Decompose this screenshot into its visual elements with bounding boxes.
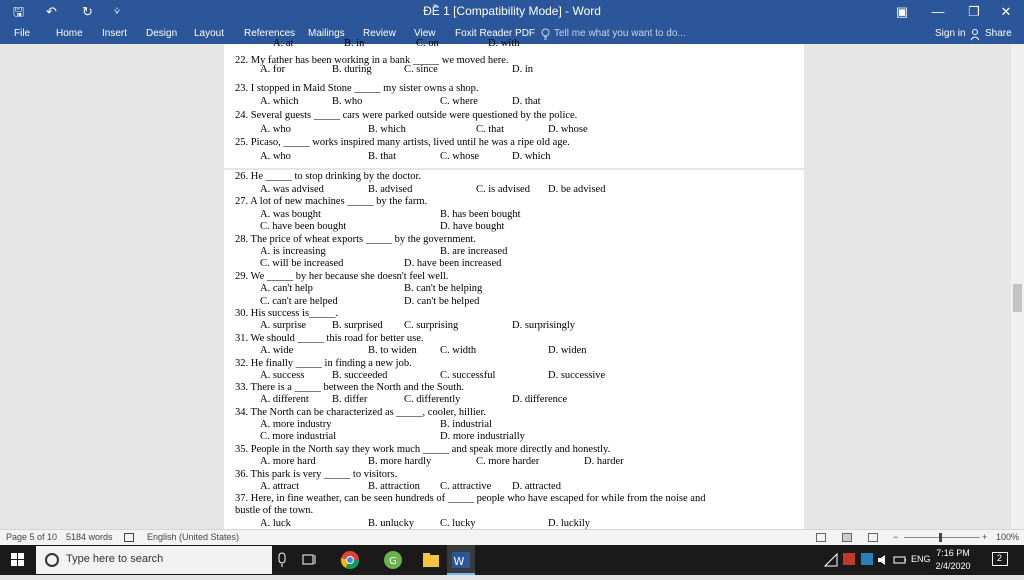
answer-option: B. has been bought	[440, 209, 521, 220]
answer-option: D. have bought	[440, 221, 505, 232]
answer-option: A. which	[260, 96, 299, 107]
tab-foxit-reader-pdf[interactable]: Foxit Reader PDF	[455, 28, 536, 39]
answer-option: D. more industrially	[440, 431, 525, 442]
notification-count: 2	[997, 553, 1003, 563]
redo-icon[interactable]: ↻	[82, 4, 93, 19]
answer-option: D. attracted	[512, 481, 561, 492]
question-stem: 22. My father has been working in a bank _____ we moved here.	[235, 55, 509, 66]
answer-option: B. that	[368, 151, 396, 162]
close-button[interactable]: ✕	[1000, 4, 1012, 19]
answer-option: B. unlucky	[368, 518, 415, 529]
document-page[interactable]	[224, 38, 804, 529]
answer-option: D. can't be helped	[404, 296, 480, 307]
answer-option: A. for	[260, 64, 286, 75]
question-stem: 30. His success is_____.	[235, 308, 338, 319]
tab-home[interactable]: Home	[56, 28, 83, 39]
answer-option: B. surprised	[332, 320, 383, 331]
app-icon[interactable]	[383, 550, 403, 570]
svg-text:W: W	[453, 555, 465, 568]
sign-in-link[interactable]: Sign in	[935, 28, 966, 39]
question-stem: 35. People in the North say they work much _____ and speak more directly and honestly.	[235, 444, 611, 455]
clock-date: 2/4/2020	[935, 561, 971, 571]
answer-option: C. surprising	[404, 320, 459, 331]
question-stem: 37. Here, in fine weather, can be seen hundreds of _____ people who have escaped for while from the noise and	[235, 493, 706, 504]
answer-option: B. succeeded	[332, 370, 388, 381]
question-stem: 28. The price of wheat exports _____ by the government.	[235, 234, 476, 245]
answer-option: B. to widen	[368, 345, 417, 356]
zoom-slider[interactable]	[904, 537, 980, 538]
share-button[interactable]: Share	[985, 28, 1012, 39]
save-icon[interactable]: 🖫	[13, 4, 25, 19]
undo-icon[interactable]: ↶	[46, 4, 57, 19]
question-stem: 25. Picaso, _____ works inspired many artists, lived until he was a ripe old age.	[235, 137, 570, 148]
task-view-icon[interactable]	[300, 550, 320, 570]
zoom-in-button[interactable]: +	[982, 532, 988, 542]
action-center-icon[interactable]	[992, 552, 1008, 566]
windows-logo-icon	[0, 545, 36, 575]
start-button[interactable]	[0, 545, 36, 575]
answer-option: D. whose	[548, 124, 588, 135]
question-stem: 24. Several guests _____ cars were parked outside were questioned by the police.	[235, 110, 578, 121]
page-count[interactable]: Page 5 of 10	[6, 532, 58, 542]
answer-option: A. who	[260, 124, 291, 135]
answer-option: B. differ	[332, 394, 368, 405]
question-stem: 26. He _____ to stop drinking by the doctor.	[235, 171, 422, 182]
cortana-icon	[45, 553, 59, 567]
question-stem: 33. There is a _____ between the North and the South.	[235, 382, 465, 393]
minimize-button[interactable]: —	[931, 4, 945, 19]
answer-option: D. have been increased	[404, 258, 502, 269]
word-count[interactable]: 5184 words	[66, 532, 113, 542]
question-stem: 23. I stopped in Maid Stone _____ my sister owns a shop.	[235, 83, 479, 94]
person-icon	[970, 29, 980, 40]
explorer-icon[interactable]	[421, 550, 441, 570]
question-stem: 27. A lot of new machines _____ by the farm.	[235, 196, 428, 207]
read-mode-icon[interactable]	[816, 533, 826, 542]
answer-option: A. is increasing	[260, 246, 326, 257]
answer-option: A. was bought	[260, 209, 321, 220]
answer-option: D. that	[512, 96, 541, 107]
answer-option: A. attract	[260, 481, 300, 492]
svg-text:G: G	[389, 556, 397, 567]
answer-option: D. which	[512, 151, 551, 162]
answer-option: B. can't be helping	[404, 283, 483, 294]
answer-option: D. difference	[512, 394, 568, 405]
tab-mailings[interactable]: Mailings	[308, 28, 345, 39]
web-layout-icon[interactable]	[868, 533, 878, 542]
answer-option: A. different	[260, 394, 309, 405]
answer-option: B. industrial	[440, 419, 492, 430]
answer-option: B. advised	[368, 184, 413, 195]
language-indicator[interactable]: English (United States)	[147, 532, 240, 542]
option-text: A. at	[273, 38, 294, 49]
answer-option: B. are increased	[440, 246, 508, 257]
microphone-icon[interactable]	[272, 550, 292, 570]
clock-time: 7:16 PM	[936, 548, 970, 558]
answer-option: A. more hard	[260, 456, 316, 467]
answer-option: D. harder	[584, 456, 624, 467]
answer-option: D. luckily	[548, 518, 590, 529]
zoom-level[interactable]: 100%	[996, 532, 1020, 542]
tab-file[interactable]: File	[14, 28, 31, 39]
answer-option: C. more industrial	[260, 431, 337, 442]
window-title: ĐỀ 1 [Compatibility Mode] - Word	[423, 4, 601, 18]
title-bar	[0, 0, 1024, 24]
battery-icon[interactable]	[893, 554, 913, 574]
answer-option: C. lucky	[440, 518, 476, 529]
answer-option: C. will be increased	[260, 258, 344, 269]
answer-option: B. during	[332, 64, 372, 75]
answer-option: C. that	[476, 124, 504, 135]
answer-option: A. who	[260, 151, 291, 162]
search-placeholder: Type here to search	[66, 553, 164, 565]
answer-option: C. whose	[440, 151, 480, 162]
question-stem: 32. He finally _____ in finding a new job.	[235, 358, 412, 369]
answer-option: D. in	[512, 64, 533, 75]
answer-option: C. can't are helped	[260, 296, 338, 307]
network-icon[interactable]	[824, 553, 844, 573]
question-stem-continued: bustle of the town.	[235, 505, 314, 516]
input-language[interactable]: ENG	[911, 554, 931, 564]
answer-option: C. successful	[440, 370, 496, 381]
answer-option: C. is advised	[476, 184, 530, 195]
answer-option: B. attraction	[368, 481, 420, 492]
question-stem: 34. The North can be characterized as _____, cooler, hillier.	[235, 407, 486, 418]
page-break	[224, 168, 804, 170]
answer-option: A. success	[260, 370, 305, 381]
answer-option: C. where	[440, 96, 478, 107]
status-bar	[0, 529, 1024, 545]
ribbon-display-options-button[interactable]: ▣	[895, 4, 909, 19]
tab-insert[interactable]: Insert	[102, 28, 128, 39]
tab-view[interactable]: View	[414, 28, 436, 39]
answer-option: A. can't help	[260, 283, 313, 294]
clock[interactable]	[930, 547, 976, 573]
option-text: D. with	[488, 38, 520, 49]
word-icon	[451, 550, 471, 570]
chrome-icon[interactable]	[340, 550, 360, 570]
answer-option: C. attractive	[440, 481, 492, 492]
answer-option: B. which	[368, 124, 406, 135]
question-stem: 36. This park is very _____ to visitors.	[235, 469, 398, 480]
answer-option: B. who	[332, 96, 363, 107]
answer-option: C. width	[440, 345, 477, 356]
answer-option: A. luck	[260, 518, 291, 529]
tab-review[interactable]: Review	[363, 28, 396, 39]
print-layout-icon[interactable]	[842, 533, 852, 542]
vertical-scrollbar[interactable]	[1011, 44, 1024, 529]
answer-option: D. successive	[548, 370, 606, 381]
answer-option: A. surprise	[260, 320, 307, 331]
option-text: C. on	[416, 38, 439, 49]
question-stem: 29. We _____ by her because she doesn't feel well.	[235, 271, 449, 282]
answer-option: A. more industry	[260, 419, 332, 430]
answer-option: D. be advised	[548, 184, 606, 195]
tab-references[interactable]: References	[244, 28, 296, 39]
taskbar	[0, 545, 1024, 575]
answer-option: B. more hardly	[368, 456, 432, 467]
word-taskbar-button[interactable]	[447, 545, 475, 575]
scrollbar-thumb[interactable]	[1013, 284, 1022, 312]
document-area	[0, 38, 1024, 529]
answer-option: D. widen	[548, 345, 587, 356]
answer-option: C. since	[404, 64, 438, 75]
zoom-slider-thumb[interactable]	[939, 533, 942, 542]
zoom-out-button[interactable]: −	[893, 532, 899, 542]
tab-design[interactable]: Design	[146, 28, 178, 39]
app-tray-icon[interactable]	[842, 552, 862, 572]
proofing-icon[interactable]	[124, 533, 134, 542]
answer-option: C. differently	[404, 394, 461, 405]
answer-option: A. was advised	[260, 184, 324, 195]
restore-button[interactable]: ❐	[968, 4, 980, 19]
option-text: B. in	[344, 38, 365, 49]
answer-option: C. more harder	[476, 456, 540, 467]
tab-layout[interactable]: Layout	[194, 28, 225, 39]
answer-option: D. surprisingly	[512, 320, 575, 331]
customize-toolbar-icon[interactable]: ⩒	[114, 6, 121, 17]
question-stem: 31. We should _____ this road for better use.	[235, 333, 424, 344]
taskbar-search[interactable]	[36, 546, 272, 574]
tell-me-search[interactable]: Tell me what you want to do...	[554, 28, 686, 39]
answer-option: C. have been bought	[260, 221, 347, 232]
answer-option: A. wide	[260, 345, 294, 356]
